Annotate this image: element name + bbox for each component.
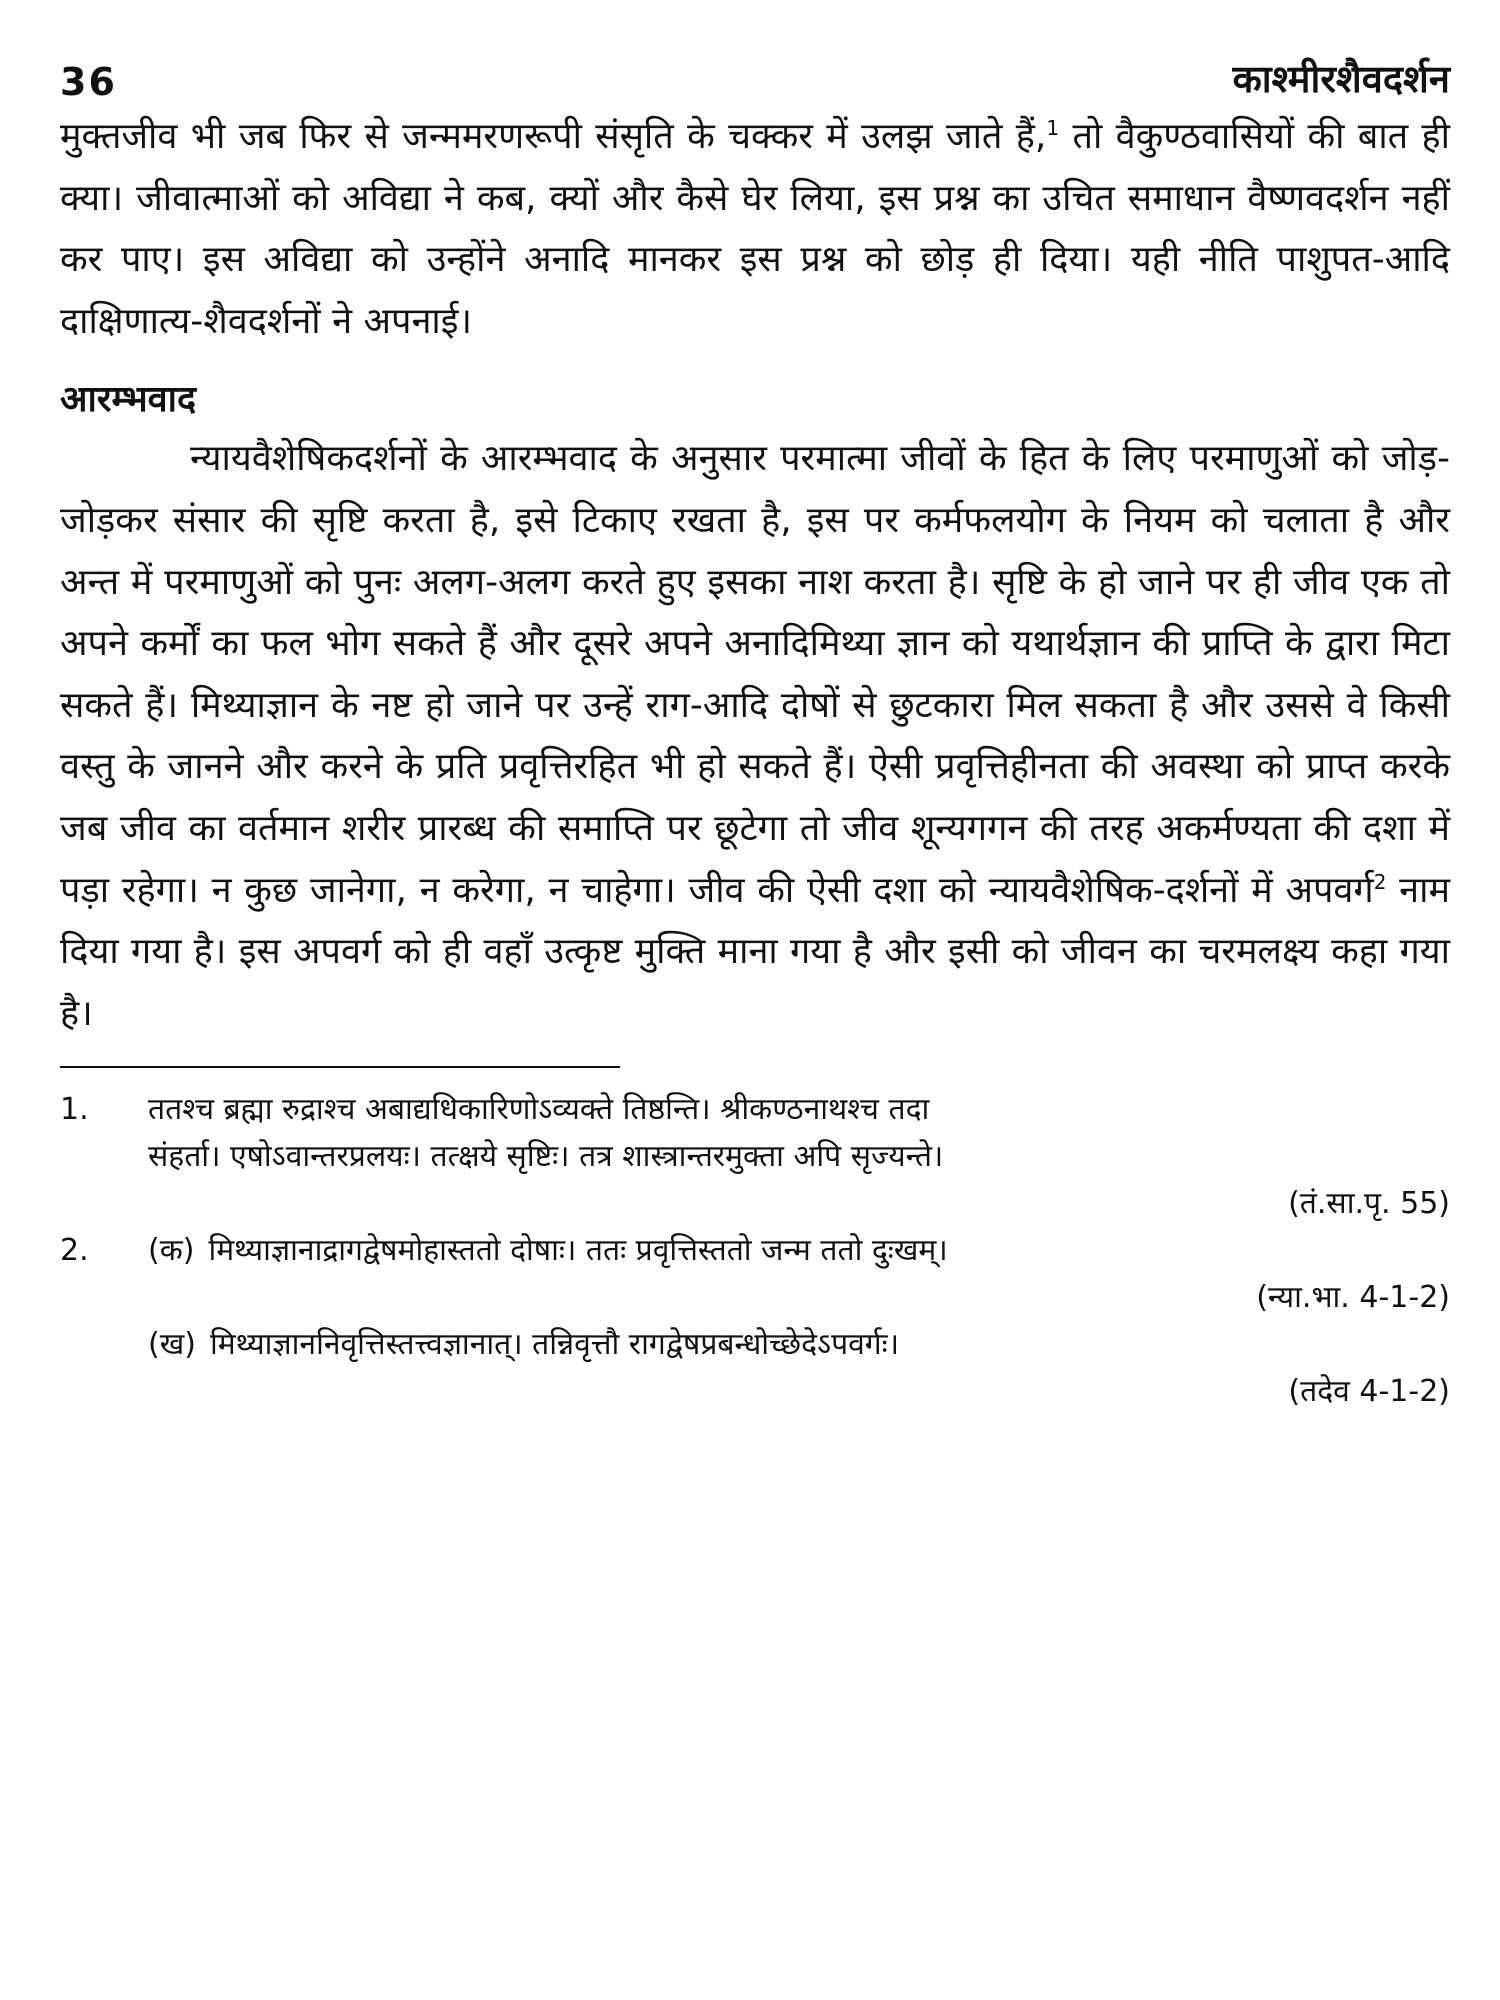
footnote-1-line-1: ततश्च ब्रह्मा रुद्राश्च अबाद्यधिकारिणोऽव्यक्ते तिष्ठन्ति। श्रीकण्ठनाथश्च तदा [148,1092,930,1128]
footnote-separator [60,1066,620,1068]
footnote-2 [60,1227,1450,1415]
footnote-1 [60,1086,1450,1227]
section-text-after: नाम दिया गया है। इस अपवर्ग को ही वहाँ उत्कृष्ट मुक्ति माना गया है और इसी को जीवन का चरमलक्ष्य कहा गया है। [60,869,1450,1034]
para1-text-a: मुक्तजीव भी जब फिर से जन्ममरणरूपी संसृति के चक्कर में उलझ [60,116,933,157]
footnote-2-part-b [148,1321,1450,1368]
footnote-2-part-b-text: मिथ्याज्ञाननिवृत्तिस्तत्त्वज्ञानात्। तन्निवृत्तौ रागद्वेषप्रबन्धोच्छेदेऽपवर्गः। [209,1327,900,1363]
footnote-2-part-b-reference: (तदेव 4-1-2) [1288,1374,1450,1410]
opening-paragraph [60,106,1450,352]
page-number: 36 [60,60,117,104]
book-page [60,30,1450,1415]
section-heading: आरम्भवाद [60,379,197,421]
footnote-2-part-b-label: (ख) [148,1327,196,1363]
footnote-1-reference: (तं.सा.पृ. 55) [1288,1186,1450,1222]
footnote-1-number: 1. [60,1092,89,1128]
page-header [60,30,1450,104]
footnote-1-body [148,1086,1450,1227]
footnote-2-number: 2. [60,1233,89,1269]
section-text-before: न्यायवैशेषिकदर्शनों के आरम्भवाद के अनुसार परमात्मा जीवों के हित के लिए परमाणुओं को जोड़-जोड़कर संसार की सृष्टि करता है, इसे टिकाए रखता है, इस पर कर्मफलयोग के नियम को चलाता है और अन्त में परमाणुओं को पुनः अलग-अलग करते हुए इसका नाश करता है। सृष्टि के हो जाने पर ही जीव एक तो अपने कर्मों का फल भोग सकते हैं और दूसरे अपने अनादिमिथ्या ज्ञान को यथार्थज्ञान की प्राप्ति के द्वारा मिटा सकते हैं। मिथ्याज्ञान के नष्ट हो जाने पर उन्हें राग-आदि दोषों से छुटकारा मिल सकता है और उससे वे किसी वस्तु के जानने और करने के प्रति प्रवृत्तिरहित भी हो सकते हैं। ऐसी प्रवृत्तिहीनता की अवस्था को प्राप्त करके जब जीव का वर्तमान शरीर प्रारब्ध की समाप्ति पर छूटेगा तो जीव शून्यगगन की तरह अकर्मण्यता की दशा में पड़ा रहेगा। न कुछ जानेगा, न करेगा, न चाहेगा। जीव की ऐसी दशा को न्यायवैशेषिक-दर्शनों में अपवर्ग [60,438,1450,911]
footnote-2-part-a-text: मिथ्याज्ञानाद्रागद्वेषमोहास्ततो दोषाः। ततः प्रवृत्तिस्ततो जन्म ततो दुःखम्। [208,1233,948,1269]
footnote-2-part-a-reference: (न्या.भा. 4-1-2) [1256,1280,1450,1316]
footnote-mark-2: 2 [1373,869,1387,894]
para1-text-c: तो वैकुण्ठवासियों की बात ही क्या। जीवात्माओं को अविद्या ने कब, क्यों और कैसे घेर लिया, इस प्रश्न का उचित समाधान वैष्णवदर्शन नहीं कर पाए। इस अविद्या को उन्होंने अनादि मानकर इस प्रश्न को छोड़ ही दिया। यही नीति पाशुपत-आदि दाक्षिणात्य-शैवदर्शनों ने अपनाई। [60,116,1450,342]
footnote-2-body [148,1227,1450,1415]
footnote-2-part-a-label: (क) [148,1233,195,1269]
footnote-mark-1: 1 [1046,116,1060,140]
section-paragraph [60,428,1450,1044]
running-title: काश्मीरशैवदर्शन [1232,57,1450,101]
footnote-2-part-a [148,1227,1450,1274]
para1-text-b: जाते हैं, [945,116,1047,157]
footnote-1-line-2: संहर्ता। एषोऽवान्तरप्रलयः। तत्क्षये सृष्टिः। तत्र शास्त्रान्तरमुक्ता अपि सृज्यन्ते। [148,1139,944,1175]
